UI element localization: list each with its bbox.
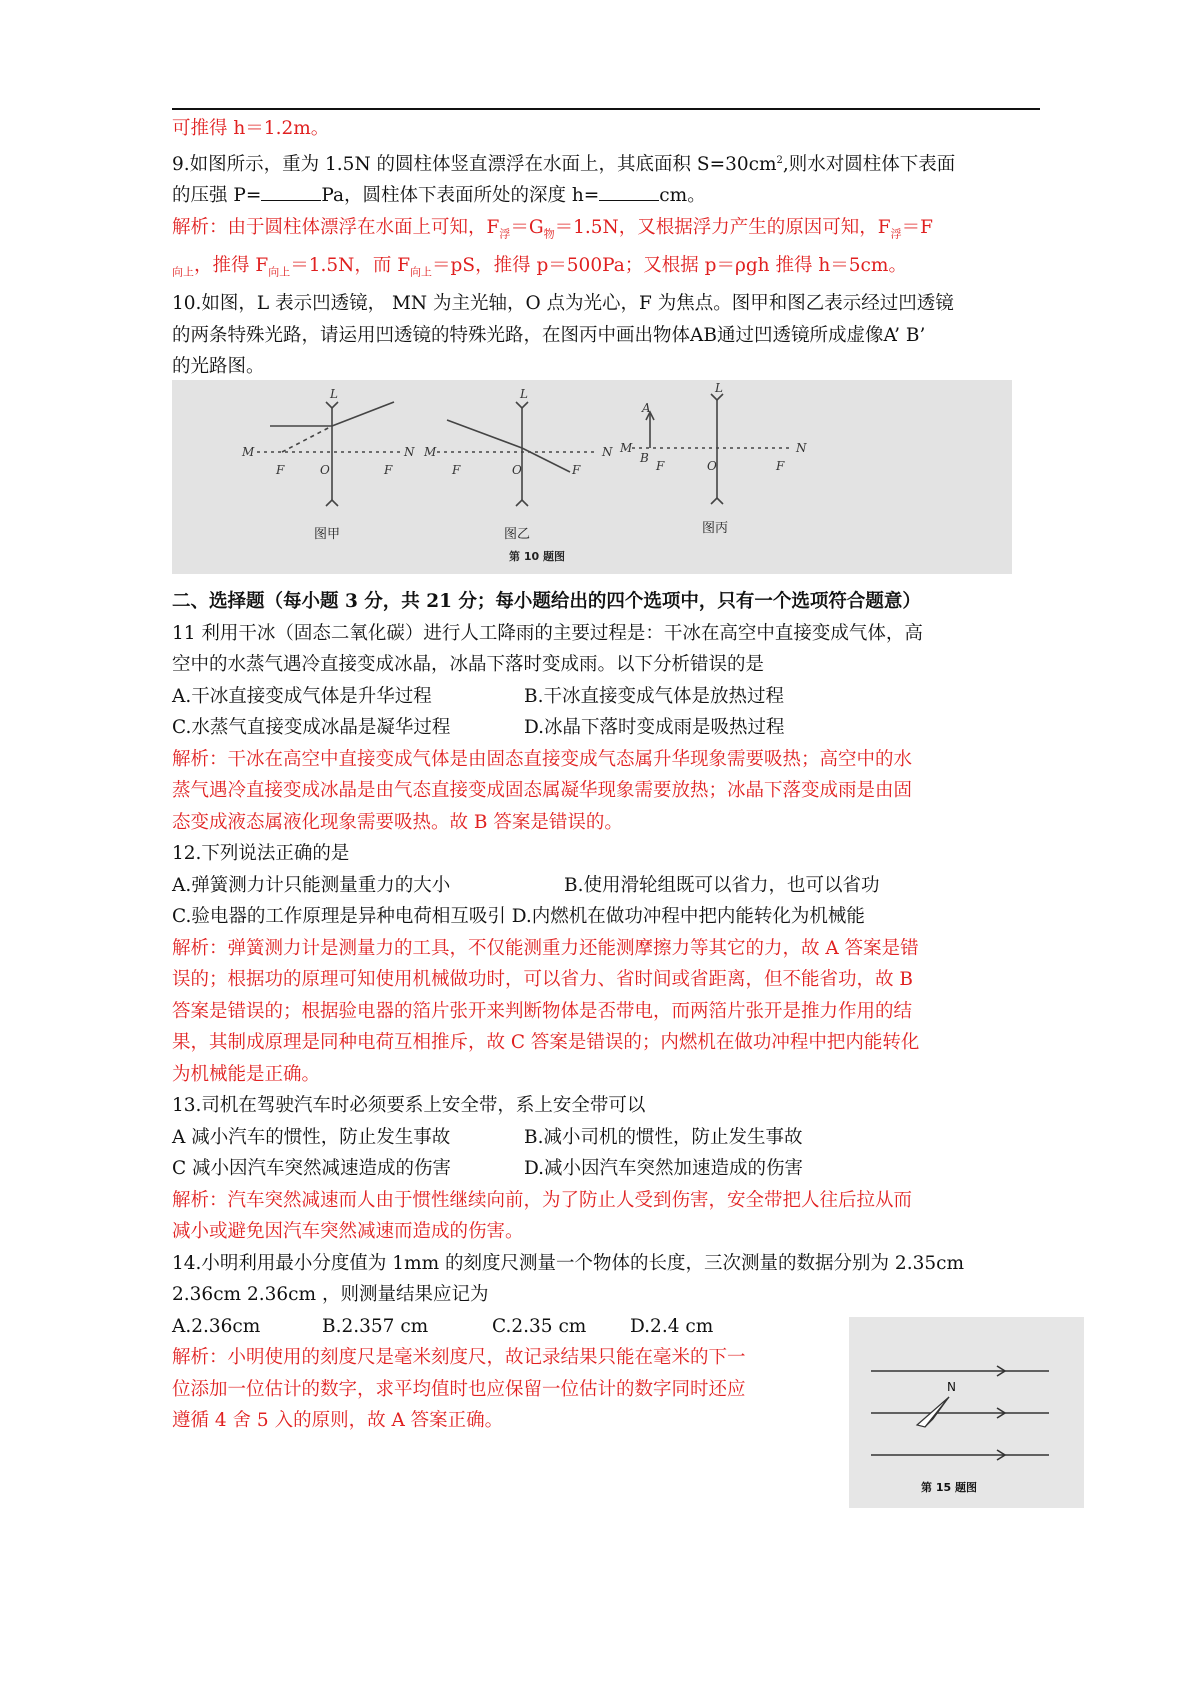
lens-1-bottom — [326, 500, 338, 506]
figure-15-caption: 第 15 题图 — [921, 1481, 977, 1494]
q10-stem-line3: 的光路图。 — [172, 356, 265, 378]
label-m-2: M — [424, 445, 437, 459]
q14-answer-line3: 遵循 4 舍 5 入的原则，故 A 答案正确。 — [172, 1410, 504, 1431]
upper-text-block — [172, 113, 1042, 383]
label-f2-2: F — [572, 463, 581, 477]
q13-answer-line2: 减小或避免因汽车突然减速而造成的伤害。 — [172, 1221, 524, 1242]
label-n-3: N — [796, 441, 807, 455]
label-f1-3: F — [656, 459, 665, 473]
q11-stem-line2: 空中的水蒸气遇冷直接变成冰晶，冰晶下落时变成雨。以下分析错误的是 — [172, 654, 765, 675]
q9-stem-line1: 9.如图所示，重为 1.5N 的圆柱体竖直漂浮在水面上，其底面积 $S=30cm^2$,则水对圆柱体下表面 — [172, 153, 956, 175]
ray-1-back — [282, 426, 332, 452]
q13-option-a: A 减小汽车的惯性，防止发生事故 — [172, 1126, 451, 1148]
label-l-2: L — [520, 387, 528, 401]
compass-needle-north — [925, 1397, 949, 1427]
answer-blank-depth — [599, 182, 659, 201]
choice-section — [172, 586, 1042, 1437]
lens-2-bottom — [516, 500, 528, 506]
figure-10 — [172, 380, 1012, 574]
label-n-2: N — [602, 445, 613, 459]
q14-answer-line2: 位添加一位估计的数字，求平均值时也应保留一位估计的数字同时还应 — [172, 1378, 746, 1400]
q12-answer-line4: 果，其制成原理是同种电荷互相推斥，故 C 答案是错误的；内燃机在做功冲程中把内能转化 — [172, 1032, 920, 1053]
label-o-3: O — [707, 459, 717, 473]
label-b-3: B — [640, 451, 649, 465]
q12-options-ab — [172, 870, 1042, 902]
q11-answer-line2: 蒸气遇冷直接变成冰晶是由气态直接变成固态属凝华现象需要放热；冰晶下落变成雨是由固 — [172, 780, 913, 801]
q12-options-cd: C.验电器的工作原理是异种电荷相互吸引 D.内燃机在做功冲程中把内能转化为机械能 — [172, 906, 865, 927]
label-a-3: A — [642, 401, 651, 415]
q14-option-a: A.2.36cm — [172, 1315, 261, 1337]
panel-label-bing: 图丙 — [702, 521, 729, 536]
label-o-1: O — [320, 463, 330, 477]
q14-stem-line2: 2.36cm 2.36cm ，则测量结果应记为 — [172, 1284, 489, 1305]
q10-stem-line2: 的两条特殊光路，请运用凹透镜的特殊光路，在图丙中画出物体AB通过凹透镜所成虚像A’ B’ — [172, 324, 926, 346]
q12-option-b: B.使用滑轮组既可以省力，也可以省功 — [564, 874, 880, 896]
q13-option-b: B.减小司机的惯性，防止发生事故 — [524, 1126, 803, 1148]
lens-3-bottom — [711, 498, 723, 504]
q9-stem-line2: 的压强 P= Pa，圆柱体下表面所处的深度 h= cm。 — [172, 180, 1042, 212]
q12-answer-line3: 答案是错误的；根据验电器的箔片张开来判断物体是否带电，而两箔片张开是推力作用的结 — [172, 1000, 913, 1022]
answer-blank-pressure — [261, 182, 321, 201]
q13-answer-line1: 解析：汽车突然减速而人由于惯性继续向前，为了防止人受到伤害，安全带把人往后拉从而 — [172, 1189, 913, 1211]
q14-option-c: C.2.35 cm — [492, 1315, 587, 1337]
q14-answer-line1: 解析：小明使用的刻度尺是毫米刻度尺，故记录结果只能在毫米的下一 — [172, 1347, 746, 1368]
panel-label-jia: 图甲 — [314, 527, 341, 542]
ray-1-out — [332, 402, 394, 426]
figure-10-caption: 第 10 题图 — [509, 550, 565, 563]
q11-stem-line1: 11 利用干冰（固态二氧化碳）进行人工降雨的主要过程是：干冰在高空中直接变成气体，高 — [172, 622, 923, 644]
q11-options-cd — [172, 712, 1042, 744]
lens-1-top — [326, 402, 338, 408]
q14-option-b: B.2.357 cm — [322, 1315, 429, 1337]
q12-answer-line5: 为机械能是正确。 — [172, 1063, 321, 1085]
q12-answer-line1: 解析：弹簧测力计是测量力的工具，不仅能测重力还能测摩擦力等其它的力，故 A 答案是错 — [172, 937, 919, 959]
label-f1-2: F — [452, 463, 461, 477]
q12-option-a: A.弹簧测力计只能测量重力的大小 — [172, 874, 451, 896]
q13-option-d: D.减小因汽车突然加速造成的伤害 — [524, 1158, 804, 1179]
figure-10-diagram — [172, 380, 1012, 574]
label-n-1: N — [404, 445, 415, 459]
q9-answer-line2: $_{向上}$，推得 $F_{向上}=1.5N$，而 $F_{向上}=pS$，推得 p＝500Pa；又根据 p＝ρgh 推得 h＝5cm。 — [172, 254, 907, 279]
compass-needle-south — [917, 1397, 949, 1427]
label-f2-3: F — [776, 459, 785, 473]
q13-options-ab — [172, 1122, 1042, 1154]
label-l-3: L — [715, 381, 723, 395]
label-l-1: L — [330, 387, 338, 401]
header-rule — [172, 108, 1040, 110]
q11-answer-line3: 态变成液态属液化现象需要吸热。故 B 答案是错误的。 — [172, 811, 623, 833]
panel-label-yi: 图乙 — [504, 527, 531, 542]
label-f1-1: F — [276, 463, 285, 477]
q11-options-ab — [172, 681, 1042, 713]
q11-option-c: C.水蒸气直接变成冰晶是凝华过程 — [172, 717, 451, 738]
q11-option-b: B.干冰直接变成气体是放热过程 — [524, 685, 784, 707]
lens-2-top — [516, 402, 528, 408]
label-o-2: O — [512, 463, 522, 477]
q12-answer-line2: 误的；根据功的原理可知使用机械做功时，可以省力、省时间或省距离，但不能省功，故 B — [172, 969, 913, 990]
figure-15 — [849, 1317, 1084, 1508]
section-heading: 二、选择题（每小题 3 分，共 21 分；每小题给出的四个选项中，只有一个选项符合题意） — [172, 591, 921, 612]
ray-2-in — [447, 420, 522, 448]
q14-option-d: D.2.4 cm — [630, 1315, 714, 1337]
label-f2-1: F — [384, 463, 393, 477]
q10-stem-line1: 10.如图，L 表示凹透镜， MN 为主光轴，O 点为光心，F 为焦点。图甲和图乙表示经过凹透镜 — [172, 293, 954, 315]
q13-option-c: C 减小因汽车突然减速造成的伤害 — [172, 1158, 452, 1179]
q13-stem: 13.司机在驾驶汽车时必须要系上安全带，系上安全带可以 — [172, 1095, 646, 1116]
q12-stem: 12.下列说法正确的是 — [172, 843, 350, 864]
compass-n-label: N — [947, 1380, 956, 1394]
figure-15-diagram — [849, 1317, 1084, 1508]
q9-answer-line1: 解析：由于圆柱体漂浮在水面上可知，$F_浮=G_物=1.5N$，又根据浮力产生的原因可知，$F_浮=F$ — [172, 216, 933, 241]
q11-option-a: A.干冰直接变成气体是升华过程 — [172, 685, 432, 707]
ray-2-out — [522, 448, 570, 472]
label-m-1: M — [242, 445, 255, 459]
q11-option-d: D.冰晶下落时变成雨是吸热过程 — [524, 717, 785, 738]
prev-answer-line: 可推得 h＝1.2m。 — [172, 118, 330, 139]
q13-options-cd — [172, 1153, 1042, 1185]
label-m-3: M — [620, 441, 633, 455]
q14-stem-line1: 14.小明利用最小分度值为 1mm 的刻度尺测量一个物体的长度，三次测量的数据分别为 2.35cm — [172, 1252, 965, 1274]
q11-answer-line1: 解析：干冰在高空中直接变成气体是由固态直接变成气态属升华现象需要吸热；高空中的水 — [172, 748, 913, 770]
